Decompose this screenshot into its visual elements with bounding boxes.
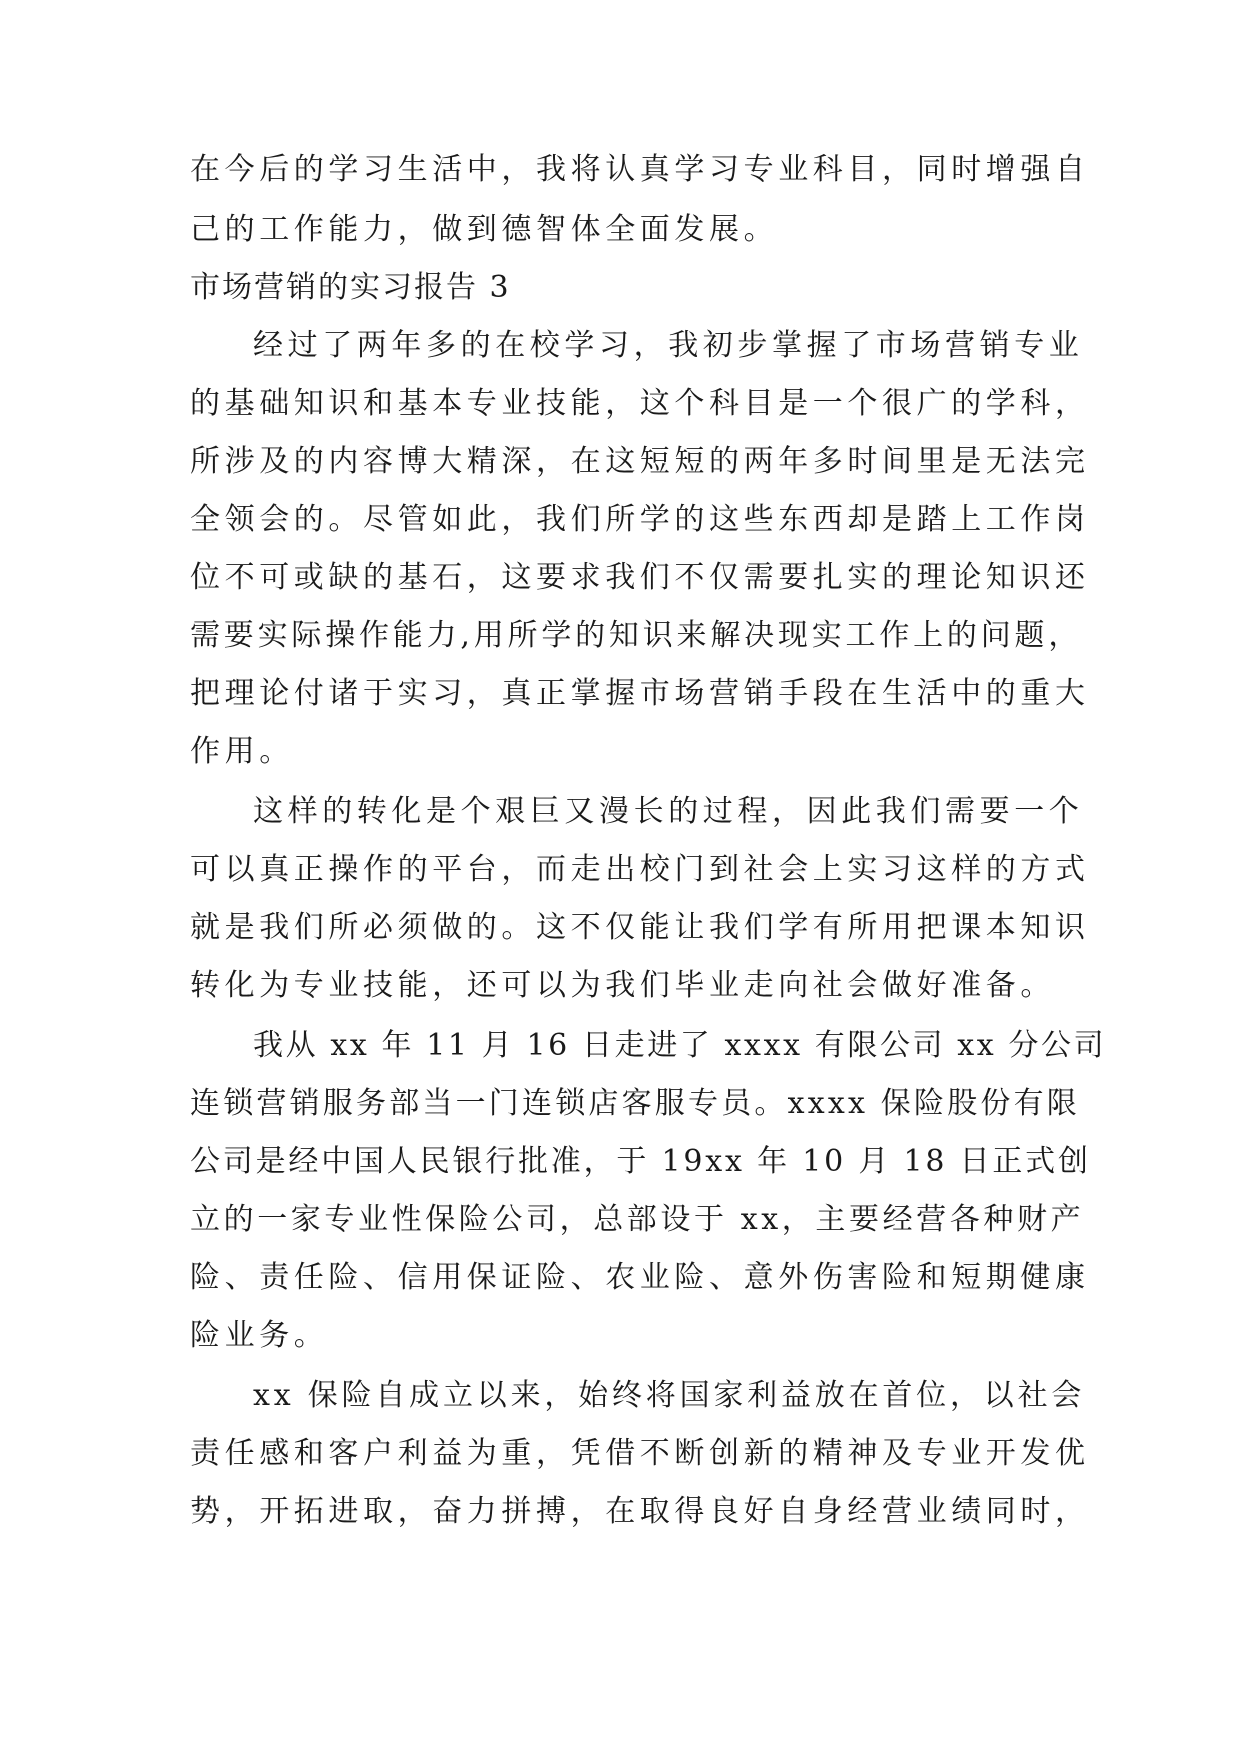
text-line: 全领会的。尽管如此，我们所学的这些东西却是踏上工作岗 [190, 502, 1090, 537]
text-line: 需要实际操作能力,用所学的知识来解决现实工作上的问题， [190, 618, 1083, 653]
paragraph-start-line: 经过了两年多的在校学习，我初步掌握了市场营销专业 [253, 328, 1084, 363]
text-line: 所涉及的内容博大精深，在这短短的两年多时间里是无法完 [190, 444, 1090, 479]
text-line: 作用。 [190, 734, 294, 769]
text-line: 转化为专业技能，还可以为我们毕业走向社会做好准备。 [190, 968, 1055, 1003]
text-line: 就是我们所必须做的。这不仅能让我们学有所用把课本知识 [190, 910, 1090, 945]
text-line: 责任感和客户利益为重，凭借不断创新的精神及专业开发优 [190, 1436, 1090, 1471]
paragraph-start-line: 这样的转化是个艰巨又漫长的过程，因此我们需要一个 [253, 794, 1084, 829]
text-line: 把理论付诸于实习，真正掌握市场营销手段在生活中的重大 [190, 676, 1090, 711]
text-line: 公司是经中国人民银行批准，于 19xx 年 10 月 18 日正式创 [190, 1144, 1091, 1179]
paragraph-start-line: 我从 xx 年 11 月 16 日走进了 xxxx 有限公司 xx 分公司 [253, 1028, 1107, 1063]
text-line: 可以真正操作的平台，而走出校门到社会上实习这样的方式 [190, 852, 1090, 887]
text-line: 的基础知识和基本专业技能，这个科目是一个很广的学科， [190, 386, 1090, 421]
text-line: 势，开拓进取，奋力拼搏，在取得良好自身经营业绩同时， [190, 1494, 1090, 1529]
text-line: 位不可或缺的基石，这要求我们不仅需要扎实的理论知识还 [190, 560, 1090, 595]
section-heading: 市场营销的实习报告 3 [190, 270, 511, 305]
text-line: 连锁营销服务部当一门连锁店客服专员。xxxx 保险股份有限 [190, 1086, 1081, 1121]
text-line: 在今后的学习生活中，我将认真学习专业科目，同时增强自 [190, 152, 1090, 187]
text-line: 险业务。 [190, 1318, 329, 1353]
paragraph-start-line: xx 保险自成立以来，始终将国家利益放在首位，以社会 [253, 1378, 1086, 1413]
text-line: 己的工作能力，做到德智体全面发展。 [190, 212, 779, 247]
text-line: 立的一家专业性保险公司，总部设于 xx，主要经营各种财产 [190, 1202, 1085, 1237]
text-line: 险、责任险、信用保证险、农业险、意外伤害险和短期健康 [190, 1260, 1090, 1295]
